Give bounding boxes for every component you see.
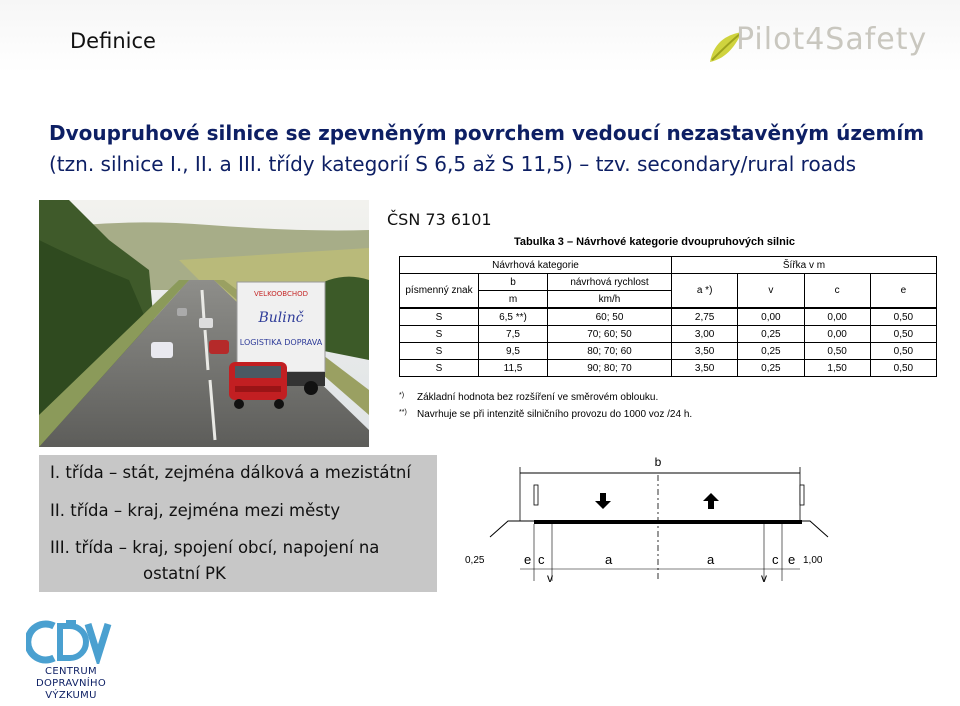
truck-text-2: Bulinč <box>258 310 304 326</box>
logo-text: Pilot4Safety <box>736 22 928 57</box>
col-header-v: v <box>738 274 804 309</box>
pilot4safety-logo <box>706 22 936 74</box>
slide-title: Definice <box>70 29 156 53</box>
cell-v: 0,00 <box>738 308 804 326</box>
label-a-left: a <box>605 552 613 567</box>
cell-b: 9,5 <box>479 343 548 360</box>
cell-speed: 90; 80; 70 <box>548 360 672 377</box>
cell-a: 3,50 <box>672 343 738 360</box>
column-header-row <box>400 274 937 291</box>
arrow-up-icon <box>703 493 719 509</box>
class-line-2: II. třída – kraj, zejména mezi městy <box>50 501 341 520</box>
cell-letter: S <box>400 326 479 343</box>
road-classes-box <box>39 455 437 592</box>
cdv-text-3: VÝZKUMU <box>45 690 97 701</box>
truck-text-3: LOGISTIKA DOPRAVA <box>239 338 323 347</box>
cell-letter: S <box>400 360 479 377</box>
cell-a: 3,50 <box>672 360 738 377</box>
cell-c: 1,50 <box>804 360 870 377</box>
label-c-left: c <box>538 552 545 567</box>
arrow-down-icon <box>595 493 611 509</box>
cell-letter: S <box>400 308 479 326</box>
pavement <box>534 520 802 524</box>
cell-v: 0,25 <box>738 326 804 343</box>
table-row <box>400 308 937 326</box>
label-e-left: e <box>524 552 532 567</box>
label-v-left: v <box>547 571 553 585</box>
col-header-c: c <box>804 274 870 309</box>
label-b: b <box>654 455 662 469</box>
cell-e: 0,50 <box>870 326 936 343</box>
col-header-speed: návrhová rychlost <box>548 274 672 291</box>
design-category-table <box>399 256 937 377</box>
label-a-right: a <box>707 552 715 567</box>
cell-b: 11,5 <box>479 360 548 377</box>
class-line-3b: ostatní PK <box>143 564 226 583</box>
cell-a: 2,75 <box>672 308 738 326</box>
footnote-text: Základní hodnota bez rozšíření ve směrovém oblouku. <box>417 392 659 403</box>
cell-b: 7,5 <box>479 326 548 343</box>
table-footnotes <box>399 392 692 426</box>
cdv-text-2: DOPRAVNÍHO <box>35 678 106 689</box>
cdv-text-1: CENTRUM <box>45 666 97 677</box>
cdv-mark-icon <box>26 620 116 664</box>
group-header-category: Návrhová kategorie <box>400 257 672 274</box>
cell-speed: 80; 70; 60 <box>548 343 672 360</box>
cell-b: 6,5 **) <box>479 308 548 326</box>
col-header-letter: písmenný znak <box>400 274 479 309</box>
cell-e: 0,50 <box>870 360 936 377</box>
table-row <box>400 326 937 343</box>
footnote <box>399 409 692 426</box>
left-post <box>534 485 538 505</box>
cell-a: 3,00 <box>672 326 738 343</box>
cell-e: 0,50 <box>870 308 936 326</box>
group-header-row <box>400 257 937 274</box>
road-photo <box>39 200 369 447</box>
headline-line2: (tzn. silnice I., II. a III. třídy kategorií S 6,5 až S 11,5) – tzv. secondary/rural roads <box>49 152 857 176</box>
truck-text-1: VELKOOBCHOD <box>253 290 309 298</box>
label-e-right: e <box>788 552 796 567</box>
cell-c: 0,00 <box>804 326 870 343</box>
footnote-mark: *) <box>399 392 405 399</box>
cell-e: 0,50 <box>870 343 936 360</box>
label-left-value: 0,25 <box>465 555 485 566</box>
unit-b: m <box>479 291 548 309</box>
class-line-3a: III. třída – kraj, spojení obcí, napojení na <box>50 538 380 557</box>
col-header-b: b <box>479 274 548 291</box>
table-row <box>400 343 937 360</box>
cdv-logo <box>26 620 116 704</box>
table-caption: Tabulka 3 – Návrhové kategorie dvoupruhových silnic <box>514 236 795 248</box>
table-row <box>400 360 937 377</box>
footnote-text: Navrhuje se při intenzitě silničního provozu do 1000 voz /24 h. <box>417 409 693 420</box>
cell-speed: 70; 60; 50 <box>548 326 672 343</box>
class-line-1: I. třída – stát, zejména dálková a mezistátní <box>50 463 411 482</box>
cell-letter: S <box>400 343 479 360</box>
right-post <box>800 485 804 505</box>
footnote-mark: **) <box>399 409 407 416</box>
cell-v: 0,25 <box>738 343 804 360</box>
label-c-right: c <box>772 552 779 567</box>
cell-c: 0,00 <box>804 308 870 326</box>
cell-v: 0,25 <box>738 360 804 377</box>
cell-speed: 60; 50 <box>548 308 672 326</box>
label-v-right: v <box>761 571 767 585</box>
cell-c: 0,50 <box>804 343 870 360</box>
headline-line1: Dvoupruhové silnice se zpevněným povrchem vedoucí nezastavěným územím <box>49 121 925 145</box>
norm-code: ČSN 73 6101 <box>387 210 492 229</box>
group-header-width: Šířka v m <box>672 257 937 274</box>
col-header-a: a *) <box>672 274 738 309</box>
label-right-value: 1,00 <box>803 555 823 566</box>
col-header-e: e <box>870 274 936 309</box>
footnote <box>399 392 692 409</box>
unit-speed: km/h <box>548 291 672 309</box>
road-cross-section <box>460 451 830 591</box>
